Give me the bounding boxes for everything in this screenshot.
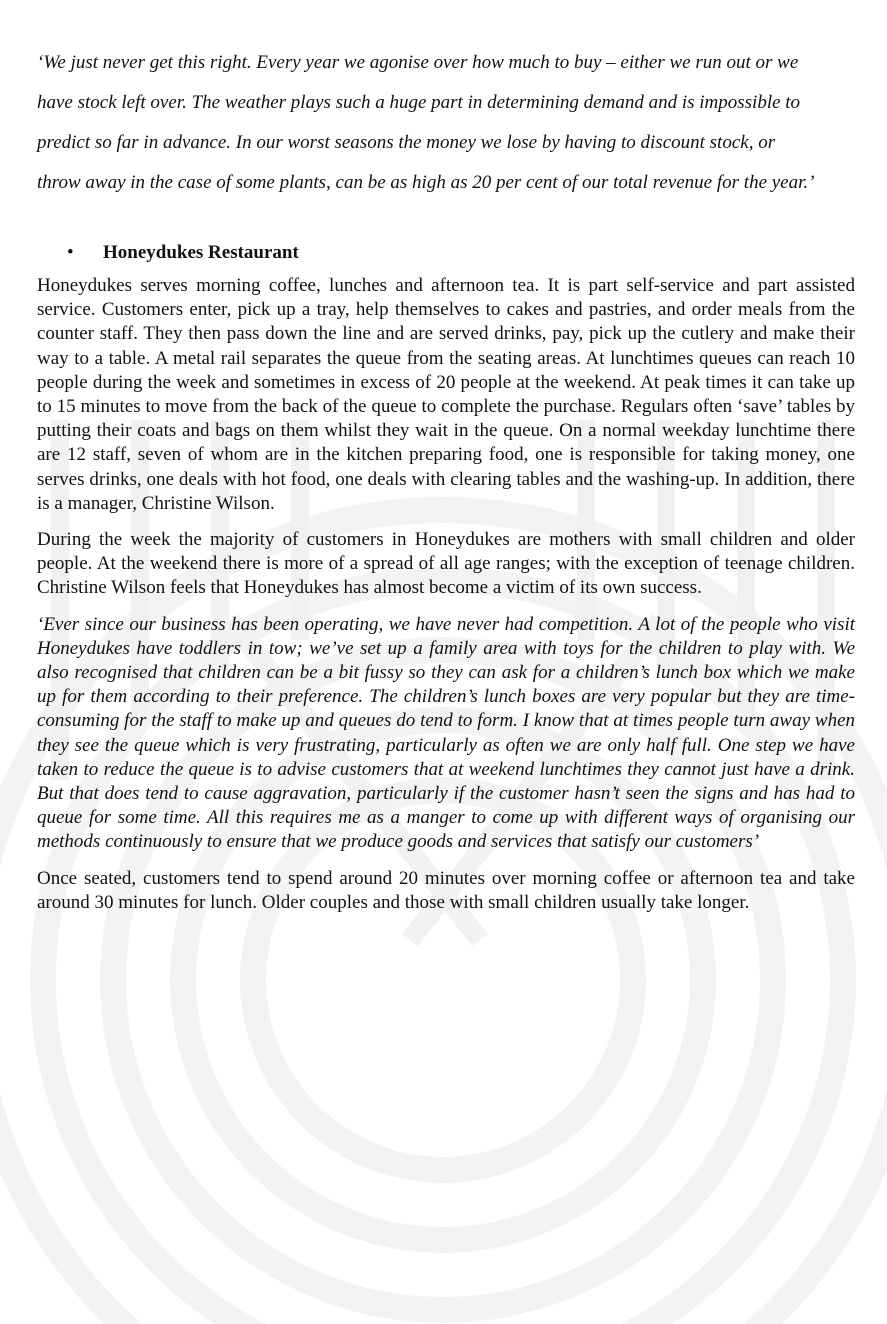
paragraph-customers: During the week the majority of customers in Honeydukes are mothers with small children and older people. At the weekend there is more of a spread of all age ranges; with the exception of teenage children. Christine Wilson feels that Honeydukes has almost become a victim of its own success. — [37, 529, 855, 599]
manager-quote: ‘Ever since our business has been operating, we have never had competition. A lot of the people who visit Honeydukes have toddlers in tow; we’ve set up a family area with toys for the children to play with. We also recognised that children can be a bit fussy so they can ask for a children’s lunch box which we make up for them according to their preference. The children’s lunch boxes are very popular but they are time-consuming for the staff to make up and queues do tend to form. I know that at times people turn away when they see the queue which is very frustrating, particularly as often we are only half full. One step we have taken to reduce the queue is to advise customers that at weekend lunchtimes they cannot just have a drink. But that does tend to cause aggravation, particularly if the customer hasn’t seen the signs and has had to queue for some time. All this requires me as a manger to come up with different ways of organising our methods continuously to ensure that we produce goods and services that satisfy our customers’ — [37, 613, 855, 853]
section-heading-text: Honeydukes Restaurant — [103, 242, 299, 263]
paragraph-seating-time: Once seated, customers tend to spend around 20 minutes over morning coffee or afternoon tea and take around 30 minutes for lunch. Older couples and those with small children usually take longer. — [37, 867, 855, 913]
opening-quote: ‘We just never get this right. Every year we agonise over how much to buy – either we run out or we have stock left over. The weather plays such a huge part in determining demand and is impossible to predict so far in advance. In our worst seasons the money we lose by having to discount stock, or throw away in the case of some plants, can be as high as 20 per cent of our total revenue for the year.’ — [37, 52, 815, 193]
paragraph-service-description: Honeydukes serves morning coffee, lunches and afternoon tea. It is part self-service and part assisted service. Customers enter, pick up a tray, help themselves to cakes and pastries, and order meals from the counter staff. They then pass down the line and are served drinks, pay, pick up the cutlery and make their way to a table. A metal rail separates the queue from the seating areas. At lunchtimes queues can reach 10 people during the week and sometimes in excess of 20 people at the weekend. At peak times it can take up to 15 minutes to move from the back of the queue to complete the purchase. Regulars often ‘save’ tables by putting their coats and bags on them whilst they wait in the queue. On a normal weekday lunchtime there are 12 staff, seven of whom are in the kitchen preparing food, one is responsible for taking money, one serves drinks, one deals with hot food, one deals with clearing tables and the washing-up. In addition, there is a manager, Christine Wilson. — [37, 275, 855, 514]
bullet-icon: • — [67, 242, 74, 263]
section-heading — [37, 239, 855, 267]
